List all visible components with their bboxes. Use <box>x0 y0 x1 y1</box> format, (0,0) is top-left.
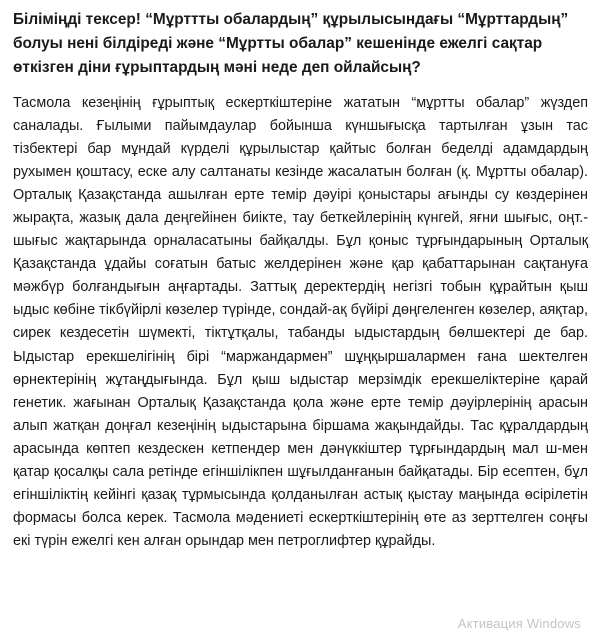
question-heading: Біліміңді тексер! “Мұрттты обалардың” құрылысындағы “Мұрттардың” болуы нені білдіреді және “Мұртты обалар” кешенінде ежелгі сақтар өткізген діни ғұрыптардың мәні неде деп ойлайсың? <box>13 11 569 76</box>
body-paragraph: Тасмола кезеңінің ғұрыптық ескерткіштеріне жататын “мұртты обалар” жүздеп саналады. Ғылыми пайымдаулар бойынша күншығысқа тартылған ұзын тас тізбектері бар мұндай күрделі құрылыстар қайтыс болған беделді адамдардың рухымен қоштасу, еске алу салтанаты кезінде жасалатын болған (қ. Мұртты обалар). Орталық Қазақстанда ашылған ерте темір дәуірі қоныстары ағынды су көздерінен жырақта, жазық дала деңгейінен биікте, тау беткейлерінің күнгей, яғни шығыс, оңт.-шығыс жақтарында орналасатыны байқалды. Бұл қоныс тұрғындарының Орталық Қазақстанда ұдайы соғатын батыс желдерінен және қар қабаттарынан сақтануға мәжбүр болғандығын аңғартады. Заттық деректердің негізгі тобын құрайтын қыш ыдыс көбіне тікбүйірлі көзелер түрінде, сондай-ақ бүйірі дөңгеленген көзелер, аяқтар, сирек кездесетін шүмекті, тіктұтқалы, табанды ыдыстардың бөлшектері де бар. Ыдыстар ерекшелігінің бірі “маржандармен” шұңқыршалармен ғана шектелген өрнектерінің жұтаңдығында. Бұл қыш ыдыстар мерзімдік ерекшеліктеріне қарай генетик. жағынан Орталық Қазақстанда қола және ерте темір дәуірлерінің арасын алып жатқан доңғал кезеңінің ыдыстарына біршама жақындайды. Тас құралдардың арасында көптеп кездескен кетпендер мен дәнүккіштер тұрғындардың мал ш-мен қатар қосалқы сала ретінде егіншілікпен шұғылданғанын байқатады. Бір есептен, бұл егіншіліктің кейінгі қазақ тұрмысында қолданылған астық қыстау маңында өсірілетін формасы болса керек. Тасмола мәдениеті ескерткіштерінің өте аз зерттелген соңғы екі түрін ежелгі кен алған орындар мен петроглифтер құрайды. <box>13 95 588 549</box>
windows-activation-watermark: Активация Windows <box>457 616 581 631</box>
